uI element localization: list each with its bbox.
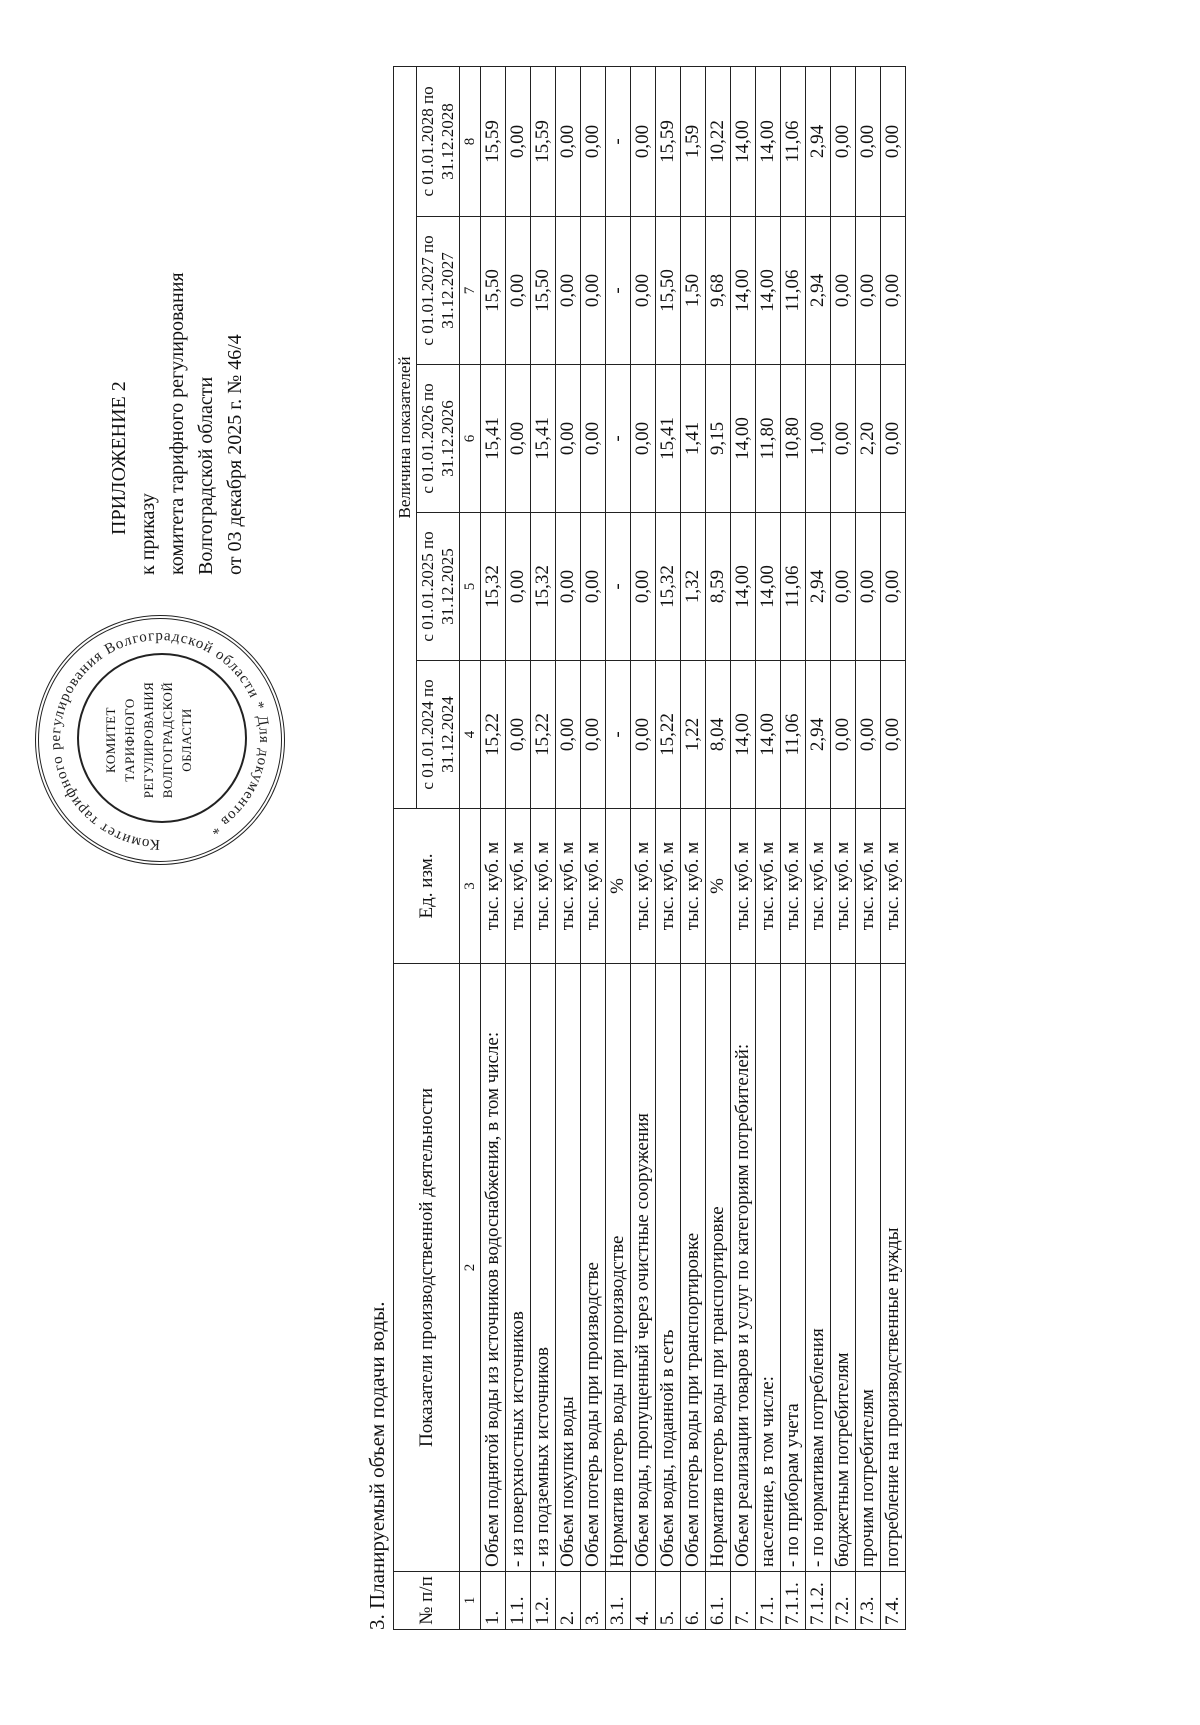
- row-value: 15,32: [531, 513, 556, 661]
- row-unit: тыс. куб. м: [881, 809, 906, 964]
- row-value: 0,00: [556, 217, 581, 365]
- row-number: 7.2.: [831, 1572, 856, 1630]
- row-value: 1,32: [681, 513, 706, 661]
- seal-line: РЕГУЛИРОВАНИЯ: [141, 681, 156, 799]
- row-value: 0,00: [556, 513, 581, 661]
- row-unit: тыс. куб. м: [681, 809, 706, 964]
- header-cell-period: с 01.01.2026 по 31.12.2026: [417, 365, 460, 513]
- seal-center-text: [101, 665, 196, 815]
- row-value: 1,41: [681, 365, 706, 513]
- table-row: [606, 66, 631, 1629]
- row-value: 15,59: [656, 66, 681, 216]
- row-value: 1,59: [681, 66, 706, 216]
- row-value: 9,68: [706, 217, 731, 365]
- row-indicator: население, в том числе:: [756, 964, 781, 1572]
- row-number: 5.: [656, 1572, 681, 1630]
- row-number: 3.: [581, 1572, 606, 1630]
- appendix-header: [105, 55, 250, 575]
- row-value: 14,00: [731, 513, 756, 661]
- row-indicator: Объем покупки воды: [556, 964, 581, 1572]
- row-number: 7.: [731, 1572, 756, 1630]
- table-row: [706, 66, 731, 1629]
- row-unit: тыс. куб. м: [631, 809, 656, 964]
- row-number: 2.: [556, 1572, 581, 1630]
- row-value: 10,80: [781, 365, 806, 513]
- row-value: 2,94: [806, 217, 831, 365]
- row-value: 15,32: [656, 513, 681, 661]
- row-value: 15,22: [481, 661, 506, 809]
- header-cell-unit: Ед. изм.: [394, 809, 460, 964]
- table-row: [856, 66, 881, 1629]
- row-number: 6.1.: [706, 1572, 731, 1630]
- row-indicator: Объем воды, пропущенный через очистные сооружения: [631, 964, 656, 1572]
- row-value: 2,94: [806, 66, 831, 216]
- row-value: 14,00: [756, 661, 781, 809]
- row-unit: тыс. куб. м: [481, 809, 506, 964]
- row-value: 0,00: [856, 661, 881, 809]
- row-value: 0,00: [506, 513, 531, 661]
- row-indicator: - по приборам учета: [781, 964, 806, 1572]
- seal-ring-text: Комитет тарифного регулирования Волгоградской области * Для документов *: [47, 627, 273, 853]
- row-value: 0,00: [581, 365, 606, 513]
- column-number-cell: 5: [460, 513, 481, 661]
- table-row: [581, 66, 606, 1629]
- row-value: 11,80: [756, 365, 781, 513]
- table-row: [806, 66, 831, 1629]
- table-row: [556, 66, 581, 1629]
- row-value: 2,94: [806, 513, 831, 661]
- header-line: комитета тарифного регулирования: [166, 272, 188, 575]
- row-value: -: [606, 513, 631, 661]
- row-value: 8,59: [706, 513, 731, 661]
- table-row: [681, 66, 706, 1629]
- row-value: 0,00: [556, 365, 581, 513]
- row-value: 14,00: [756, 513, 781, 661]
- table-row: [631, 66, 656, 1629]
- column-number-cell: 4: [460, 661, 481, 809]
- row-value: 2,20: [856, 365, 881, 513]
- row-value: 14,00: [731, 661, 756, 809]
- row-unit: %: [606, 809, 631, 964]
- row-unit: %: [706, 809, 731, 964]
- row-indicator: Объем поднятой воды из источников водоснабжения, в том числе:: [481, 964, 506, 1572]
- header-cell-period: с 01.01.2025 по 31.12.2025: [417, 513, 460, 661]
- row-value: 11,06: [781, 513, 806, 661]
- row-value: 14,00: [731, 365, 756, 513]
- row-value: 15,22: [531, 661, 556, 809]
- row-indicator: Норматив потерь воды при производстве: [606, 964, 631, 1572]
- header-cell-values-group: Величина показателей: [394, 66, 417, 808]
- header-line: к приказу: [137, 493, 159, 575]
- table-row: [756, 66, 781, 1629]
- header-cell-period: с 01.01.2024 по 31.12.2024: [417, 661, 460, 809]
- row-number: 1.: [481, 1572, 506, 1630]
- column-number-cell: 6: [460, 365, 481, 513]
- row-value: 15,59: [481, 66, 506, 216]
- row-value: 0,00: [581, 513, 606, 661]
- row-value: 0,00: [881, 661, 906, 809]
- row-value: 0,00: [506, 661, 531, 809]
- row-value: 0,00: [631, 66, 656, 216]
- row-value: 0,00: [581, 661, 606, 809]
- column-number-cell: 2: [460, 964, 481, 1572]
- row-value: 0,00: [881, 513, 906, 661]
- row-unit: тыс. куб. м: [506, 809, 531, 964]
- row-value: 11,06: [781, 217, 806, 365]
- row-indicator: Объем воды, поданной в сеть: [656, 964, 681, 1572]
- column-number-cell: 7: [460, 217, 481, 365]
- row-value: 0,00: [831, 217, 856, 365]
- table-row: [531, 66, 556, 1629]
- row-value: 0,00: [881, 66, 906, 216]
- table-row: [831, 66, 856, 1629]
- table-row: [731, 66, 756, 1629]
- row-value: 9,15: [706, 365, 731, 513]
- table-row: [656, 66, 681, 1629]
- row-value: -: [606, 66, 631, 216]
- row-value: 11,06: [781, 661, 806, 809]
- seal-line: ВОЛГОГРАДСКОЙ: [160, 681, 175, 799]
- row-number: 4.: [631, 1572, 656, 1630]
- row-value: 10,22: [706, 66, 731, 216]
- row-value: -: [606, 217, 631, 365]
- row-indicator: - из поверхностных источников: [506, 964, 531, 1572]
- row-value: 0,00: [631, 513, 656, 661]
- row-value: 14,00: [756, 66, 781, 216]
- row-number: 7.4.: [881, 1572, 906, 1630]
- row-value: 15,50: [531, 217, 556, 365]
- row-value: 0,00: [506, 365, 531, 513]
- row-unit: тыс. куб. м: [856, 809, 881, 964]
- appendix-title: ПРИЛОЖЕНИЕ 2: [108, 381, 130, 535]
- row-value: 0,00: [881, 365, 906, 513]
- row-number: 7.3.: [856, 1572, 881, 1630]
- row-value: 0,00: [631, 365, 656, 513]
- row-value: 0,00: [881, 217, 906, 365]
- row-value: 0,00: [581, 217, 606, 365]
- row-number: 7.1.2.: [806, 1572, 831, 1630]
- seal-line: ТАРИФНОГО: [122, 698, 137, 782]
- row-indicator: прочим потребителям: [856, 964, 881, 1572]
- row-value: 8,04: [706, 661, 731, 809]
- row-indicator: - из подземных источников: [531, 964, 556, 1572]
- row-value: 1,50: [681, 217, 706, 365]
- column-number-cell: 8: [460, 66, 481, 216]
- row-value: 0,00: [831, 513, 856, 661]
- table-row: [881, 66, 906, 1629]
- row-value: 0,00: [831, 661, 856, 809]
- section-title: 3. Планируемый объем подачи воды.: [365, 1301, 389, 1630]
- header-line: от 03 декабря 2025 г. № 46/4: [224, 334, 246, 575]
- water-supply-table: [393, 66, 906, 1630]
- row-value: 0,00: [831, 66, 856, 216]
- row-indicator: потребление на производственные нужды: [881, 964, 906, 1572]
- row-value: 1,22: [681, 661, 706, 809]
- row-value: 1,00: [806, 365, 831, 513]
- row-indicator: - по нормативам потребления: [806, 964, 831, 1572]
- row-unit: тыс. куб. м: [806, 809, 831, 964]
- row-number: 7.1.1.: [781, 1572, 806, 1630]
- row-unit: тыс. куб. м: [731, 809, 756, 964]
- row-value: 0,00: [631, 661, 656, 809]
- seal-line: ОБЛАСТИ: [179, 708, 194, 772]
- row-indicator: бюджетным потребителям: [831, 964, 856, 1572]
- row-value: 0,00: [856, 513, 881, 661]
- row-value: 15,41: [656, 365, 681, 513]
- row-value: 0,00: [506, 217, 531, 365]
- row-value: 14,00: [756, 217, 781, 365]
- row-unit: тыс. куб. м: [556, 809, 581, 964]
- column-number-cell: 3: [460, 809, 481, 964]
- official-seal: [35, 615, 285, 865]
- header-cell-number: № п/п: [394, 1572, 460, 1630]
- row-value: 15,50: [481, 217, 506, 365]
- table-row: [506, 66, 531, 1629]
- header-line: Волгоградской области: [195, 376, 217, 575]
- row-unit: тыс. куб. м: [756, 809, 781, 964]
- row-indicator: Норматив потерь воды при транспортировке: [706, 964, 731, 1572]
- row-value: -: [606, 661, 631, 809]
- row-value: 0,00: [831, 365, 856, 513]
- row-value: 15,41: [531, 365, 556, 513]
- row-value: 14,00: [731, 217, 756, 365]
- row-number: 7.1.: [756, 1572, 781, 1630]
- row-unit: тыс. куб. м: [531, 809, 556, 964]
- row-value: 0,00: [556, 661, 581, 809]
- row-unit: тыс. куб. м: [781, 809, 806, 964]
- table-body: [481, 66, 906, 1629]
- row-value: 15,22: [656, 661, 681, 809]
- row-value: 2,94: [806, 661, 831, 809]
- column-number-cell: 1: [460, 1572, 481, 1630]
- row-number: 6.: [681, 1572, 706, 1630]
- table-row: [781, 66, 806, 1629]
- row-value: -: [606, 365, 631, 513]
- row-value: 11,06: [781, 66, 806, 216]
- row-unit: тыс. куб. м: [581, 809, 606, 964]
- row-value: 14,00: [731, 66, 756, 216]
- row-value: 0,00: [581, 66, 606, 216]
- row-number: 1.2.: [531, 1572, 556, 1630]
- row-value: 0,00: [556, 66, 581, 216]
- row-indicator: Объем потерь воды при производстве: [581, 964, 606, 1572]
- header-cell-period: с 01.01.2028 по 31.12.2028: [417, 66, 460, 216]
- row-number: 1.1.: [506, 1572, 531, 1630]
- row-value: 15,32: [481, 513, 506, 661]
- row-value: 15,50: [656, 217, 681, 365]
- row-value: 0,00: [856, 217, 881, 365]
- column-number-row: [460, 66, 481, 1629]
- seal-line: КОМИТЕТ: [103, 707, 118, 774]
- header-cell-period: с 01.01.2027 по 31.12.2027: [417, 217, 460, 365]
- row-indicator: Объем потерь воды при транспортировке: [681, 964, 706, 1572]
- row-value: 0,00: [856, 66, 881, 216]
- row-value: 0,00: [631, 217, 656, 365]
- table-row: [481, 66, 506, 1629]
- header-cell-indicator: Показатели производственной деятельности: [394, 964, 460, 1572]
- row-unit: тыс. куб. м: [831, 809, 856, 964]
- row-number: 3.1.: [606, 1572, 631, 1630]
- row-indicator: Объем реализации товаров и услуг по категориям потребителей:: [731, 964, 756, 1572]
- row-value: 15,59: [531, 66, 556, 216]
- row-value: 0,00: [506, 66, 531, 216]
- row-value: 15,41: [481, 365, 506, 513]
- row-unit: тыс. куб. м: [656, 809, 681, 964]
